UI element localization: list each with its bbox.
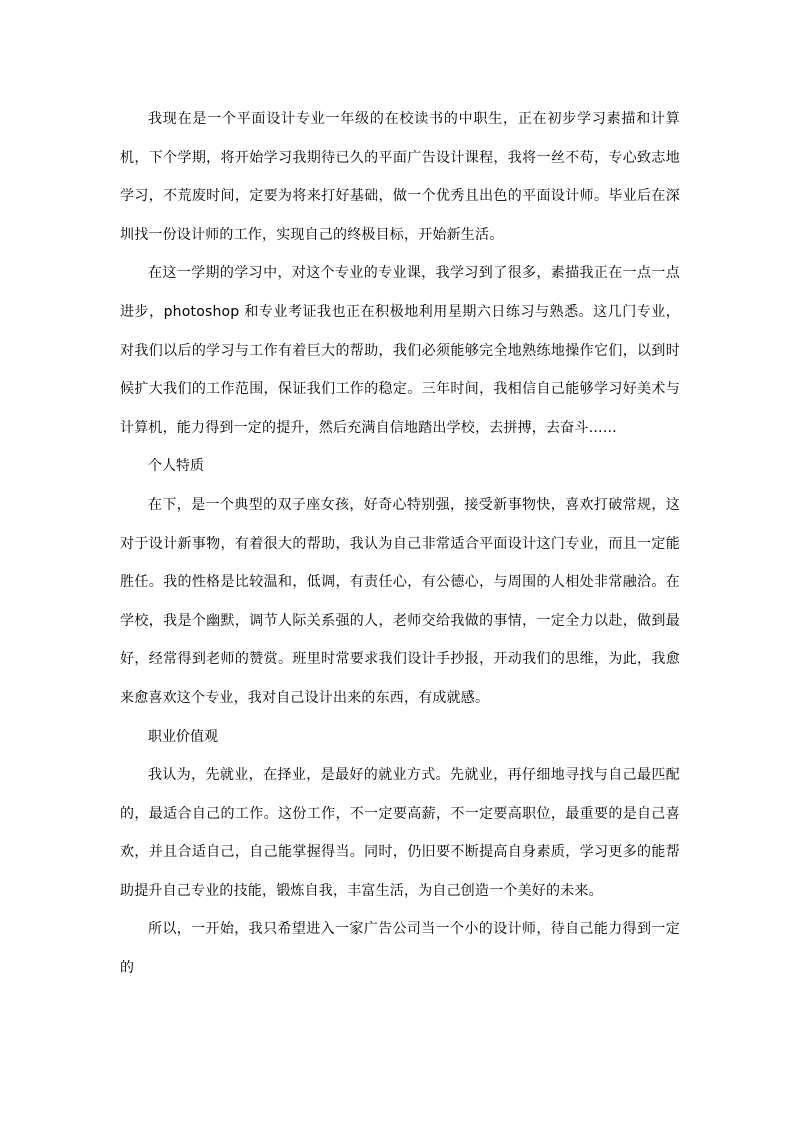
section-heading-personal-traits: 个人特质 — [148, 458, 204, 475]
section-heading-career-values: 职业价值观 — [148, 728, 218, 745]
paragraph-personal-traits: 在下，是一个典型的双子座女孩，好奇心特别强，接受新事物快，喜欢打破常规，这对于设计新事物，有着很大的帮助，我认为自己非常适合平面设计这门专业，而且一定能胜任。我的性格是比较温和，低调，有责任心，有公德心，与周围的人相处非常融洽。在学校，我是个幽默，调节人际关系强的人，老师交给我做的事情，一定全力以赴，做到最好，经常得到老师的赞赏。班里时常要求我们设计手抄报，开动我们的思维，为此，我愈来愈喜欢这个专业，我对自己设计出来的东西，有成就感。 — [120, 496, 680, 706]
paragraph-semester-study: 在这一学期的学习中，对这个专业的专业课，我学习到了很多，素描我正在一点一点进步，photoshop 和专业考证我也正在积极地利用星期六日练习与熟悉。这几门专业，对我们以后的学习与工作有着巨大的帮助，我们必须能够完全地熟练地操作它们，以到时候扩大我们的工作范围，保证我们工作的稳定。三年时间，我相信自己能够学习好美术与计算机，能力得到一定的提升，然后充满自信地踏出学校，去拼搏，去奋斗…… — [120, 265, 680, 436]
paragraph-career-plan: 我现在是一个平面设计专业一年级的在校读书的中职生，正在初步学习素描和计算机，下个学期，将开始学习我期待已久的平面广告设计课程，我将一丝不苟，专心致志地学习，不荒废时间，定要为将来打好基础，做一个优秀且出色的平面设计师。毕业后在深圳找一份设计师的工作，实现自己的终极目标，开始新生活。 — [120, 111, 680, 243]
document-body — [120, 100, 680, 988]
paragraph-conclusion: 所以，一开始，我只希望进入一家广告公司当一个小的设计师，待自己能力得到一定的 — [120, 921, 680, 977]
paragraph-career-values: 我认为，先就业，在择业，是最好的就业方式。先就业，再仔细地寻找与自己最匹配的，最适合自己的工作。这份工作，不一定要高薪，不一定要高职位，最重要的是自己喜欢，并且合适自己，自己能掌握得当。同时，仍旧要不断提高自身素质，学习更多的能帮助提升自己专业的技能，锻炼自我，丰富生活，为自己创造一个美好的未来。 — [120, 767, 680, 899]
